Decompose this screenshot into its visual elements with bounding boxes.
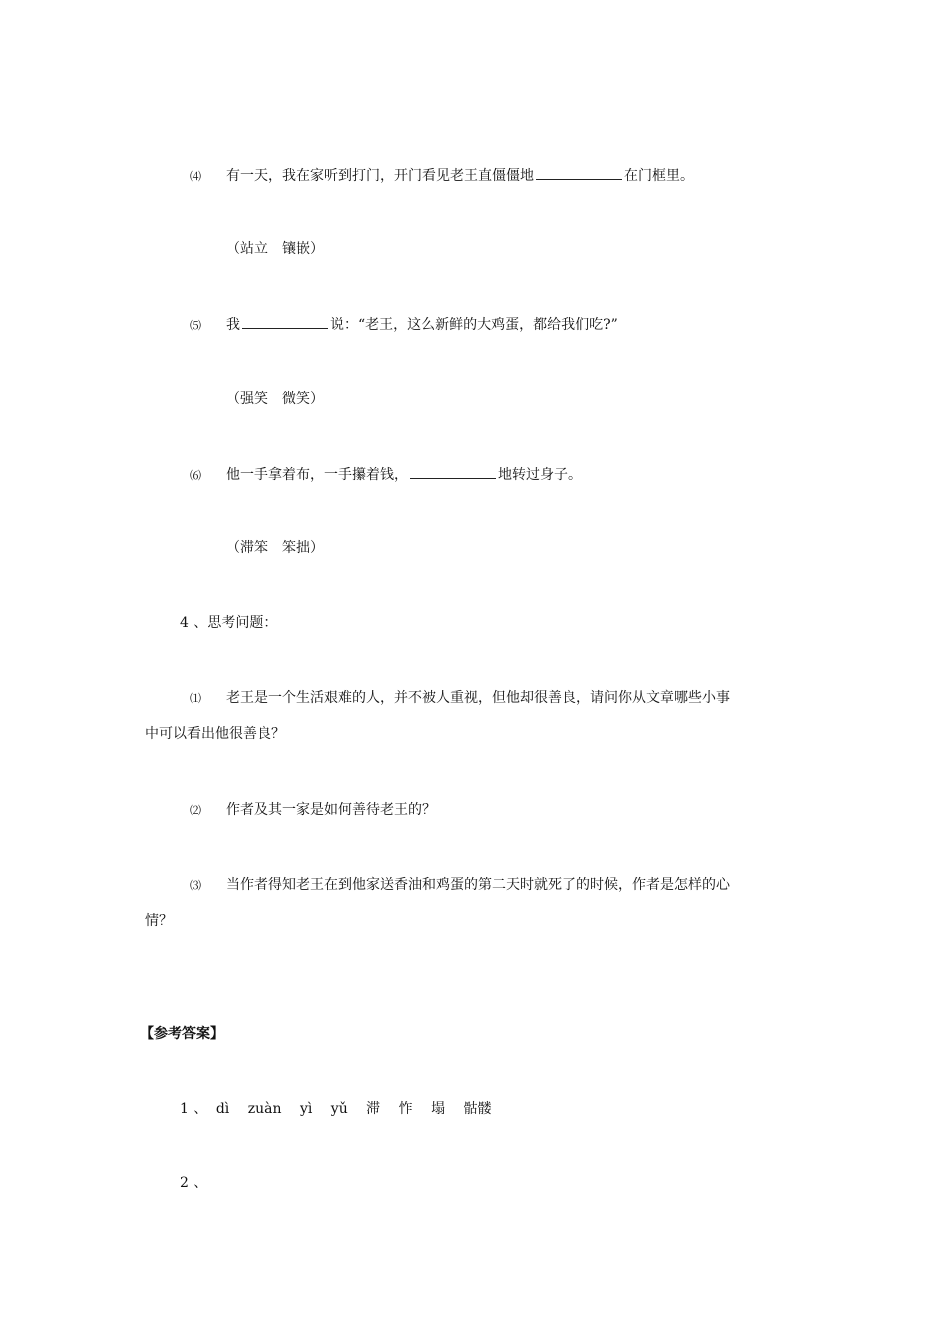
q4-heading: 4 、思考问题： (180, 615, 278, 631)
item-number: ⑶ (190, 879, 201, 892)
item-text-after: 在门框里。 (624, 168, 694, 184)
answer-item: 塌 (431, 1101, 446, 1117)
answer-1 (180, 1099, 506, 1119)
item-number: ⑹ (190, 469, 201, 482)
item-text: 作者及其一家是如何善待老王的？ (226, 802, 436, 818)
fill-blank (410, 464, 496, 479)
answer-item: 滞 (366, 1101, 381, 1117)
item-text: 老王是一个生活艰难的人，并不被人重视，但他却很善良，请问你从文章哪些小事 (226, 690, 730, 706)
item-text-before: 有一天，我在家听到打门，开门看见老王直僵僵地 (226, 168, 534, 184)
answer-item: zuàn (247, 1101, 282, 1117)
fill-blank (536, 165, 622, 180)
item-text: 当作者得知老王在到他家送香油和鸡蛋的第二天时就死了的时候，作者是怎样的心 (226, 877, 730, 893)
fill-blank (242, 314, 328, 329)
item-text-after: 地转过身子。 (498, 467, 582, 483)
q3-item-4-options: （站立 镶嵌） (226, 241, 324, 257)
item-number: ⑴ (190, 692, 201, 705)
item-number: ⑷ (190, 170, 201, 183)
q4-item-1 (190, 688, 730, 709)
answer-1-label: 1 、 (180, 1101, 208, 1117)
q4-item-1-cont: 中可以看出他很善良？ (145, 726, 285, 742)
q4-item-2 (190, 800, 436, 821)
answer-item: 怍 (398, 1101, 413, 1117)
item-text-before: 他一手拿着布，一手攥着钱， (226, 467, 408, 483)
q3-item-6 (190, 464, 582, 486)
answer-item: dì (215, 1101, 230, 1117)
item-number: ⑵ (190, 804, 201, 817)
q3-item-4 (190, 165, 694, 187)
answer-2-label: 2 、 (180, 1175, 208, 1191)
item-text-after: 说：“老王，这么新鲜的大鸡蛋，都给我们吃?” (330, 317, 618, 333)
q4-item-3 (190, 875, 730, 896)
q3-item-5-options: （强笑 微笑） (226, 391, 324, 407)
q3-item-6-options: （滞笨 笨拙） (226, 540, 324, 556)
q4-item-3-cont: 情？ (145, 913, 173, 929)
answer-item: 骷髅 (463, 1101, 492, 1117)
answer-item: yì (299, 1101, 313, 1117)
answers-heading: 【参考答案】 (140, 1026, 224, 1042)
item-text-before: 我 (226, 317, 240, 333)
q3-item-5 (190, 314, 618, 336)
answer-item: yǔ (330, 1101, 348, 1117)
item-number: ⑸ (190, 319, 201, 332)
